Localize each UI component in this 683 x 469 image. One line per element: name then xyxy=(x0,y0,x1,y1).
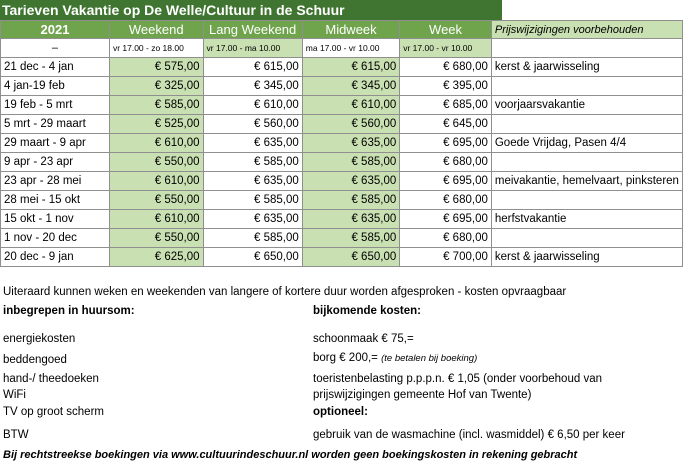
period-cell: 20 dec - 9 jan xyxy=(1,248,110,267)
period-cell: 5 mrt - 29 maart xyxy=(1,115,110,134)
rate-rows xyxy=(1,58,683,267)
table-row xyxy=(1,96,683,115)
time-weekend: vr 17.00 - zo 18.00 xyxy=(109,39,203,58)
included-item: BTW xyxy=(3,429,29,441)
period-cell: 15 okt - 1 nov xyxy=(1,210,110,229)
table-row xyxy=(1,58,683,77)
price-cell: € 560,00 xyxy=(302,115,399,134)
price-cell: € 635,00 xyxy=(203,210,302,229)
price-cell: € 700,00 xyxy=(400,248,492,267)
col-header-lang-weekend: Lang Weekend xyxy=(203,21,302,39)
time-lang-weekend: vr 17.00 - ma 10.00 xyxy=(203,39,302,58)
price-cell: € 680,00 xyxy=(400,229,492,248)
table-row xyxy=(1,191,683,210)
price-cell: € 610,00 xyxy=(109,210,203,229)
note-cell: voorjaarsvakantie xyxy=(491,96,682,115)
included-item: WiFi xyxy=(3,389,26,401)
price-cell: € 635,00 xyxy=(203,172,302,191)
rates-table xyxy=(0,20,683,267)
period-cell: 28 mei - 15 okt xyxy=(1,191,110,210)
price-cell: € 615,00 xyxy=(203,58,302,77)
price-cell: € 625,00 xyxy=(109,248,203,267)
price-cell: € 585,00 xyxy=(203,153,302,172)
time-week: vr 17.00 - vr 10.00 xyxy=(400,39,492,58)
note-cell: herfstvakantie xyxy=(491,210,682,229)
price-cell: € 585,00 xyxy=(302,191,399,210)
price-cell: € 585,00 xyxy=(109,96,203,115)
price-cell: € 615,00 xyxy=(302,58,399,77)
included-item: energiekosten xyxy=(3,333,76,345)
price-cell: € 585,00 xyxy=(302,229,399,248)
period-cell: 9 apr - 23 apr xyxy=(1,153,110,172)
price-cell: € 650,00 xyxy=(203,248,302,267)
note-cell: kerst & jaarwisseling xyxy=(491,248,682,267)
col-header-midweek: Midweek xyxy=(302,21,399,39)
price-cell: € 345,00 xyxy=(302,77,399,96)
price-cell: € 635,00 xyxy=(302,210,399,229)
table-row xyxy=(1,248,683,267)
price-cell: € 610,00 xyxy=(302,96,399,115)
table-row xyxy=(1,115,683,134)
price-cell: € 585,00 xyxy=(302,153,399,172)
price-cell: € 695,00 xyxy=(400,172,492,191)
price-cell: € 650,00 xyxy=(302,248,399,267)
price-cell: € 525,00 xyxy=(109,115,203,134)
time-note xyxy=(491,39,682,58)
cleaning-cost: schoonmaak € 75,= xyxy=(313,333,414,345)
price-cell: € 345,00 xyxy=(203,77,302,96)
note-cell xyxy=(491,191,682,210)
price-cell: € 550,00 xyxy=(109,229,203,248)
period-cell: 1 nov - 20 dec xyxy=(1,229,110,248)
price-cell: € 585,00 xyxy=(203,229,302,248)
price-cell: € 575,00 xyxy=(109,58,203,77)
price-cell: € 645,00 xyxy=(400,115,492,134)
times-row xyxy=(1,39,683,58)
note-cell: meivakantie, hemelvaart, pinksteren xyxy=(491,172,682,191)
note-cell xyxy=(491,115,682,134)
table-row xyxy=(1,77,683,96)
price-cell: € 680,00 xyxy=(400,191,492,210)
time-midweek: ma 17.00 - vr 10.00 xyxy=(302,39,399,58)
included-heading: inbegrepen in huursom: xyxy=(3,305,135,317)
price-cell: € 635,00 xyxy=(203,134,302,153)
table-row xyxy=(1,210,683,229)
year-header: 2021 xyxy=(1,21,110,39)
price-cell: € 585,00 xyxy=(203,191,302,210)
tourist-tax-line-2: prijswijzigingen gemeente Hof van Twente) xyxy=(313,389,532,401)
period-cell: 29 maart - 9 apr xyxy=(1,134,110,153)
deposit-line xyxy=(313,352,477,364)
period-cell: 21 dec - 4 jan xyxy=(1,58,110,77)
table-row xyxy=(1,229,683,248)
note-cell: Goede Vrijdag, Pasen 4/4 xyxy=(491,134,682,153)
notes-header: Prijswijzigingen voorbehouden xyxy=(491,21,682,39)
note-cell xyxy=(491,153,682,172)
times-dash: – xyxy=(1,39,110,58)
price-cell: € 395,00 xyxy=(400,77,492,96)
price-cell: € 685,00 xyxy=(400,96,492,115)
col-header-weekend: Weekend xyxy=(109,21,203,39)
note-cell xyxy=(491,77,682,96)
price-cell: € 680,00 xyxy=(400,58,492,77)
note-cell xyxy=(491,229,682,248)
included-item: beddengoed xyxy=(3,354,67,366)
price-cell: € 550,00 xyxy=(109,153,203,172)
price-cell: € 635,00 xyxy=(302,172,399,191)
price-cell: € 695,00 xyxy=(400,210,492,229)
price-cell: € 325,00 xyxy=(109,77,203,96)
optional-heading: optioneel: xyxy=(313,406,368,418)
table-row xyxy=(1,134,683,153)
extra-costs-heading: bijkomende kosten: xyxy=(313,305,421,317)
price-cell: € 610,00 xyxy=(109,172,203,191)
deposit-note: (te betalen bij boeking) xyxy=(381,353,478,364)
col-header-week: Week xyxy=(400,21,492,39)
price-cell: € 635,00 xyxy=(302,134,399,153)
included-item: hand-/ theedoeken xyxy=(3,373,99,385)
period-cell: 4 jan-19 feb xyxy=(1,77,110,96)
booking-note: Bij rechtstreekse boekingen via www.cultuurindeschuur.nl worden geen boekingskosten in rekening gebracht xyxy=(3,449,578,461)
price-cell: € 550,00 xyxy=(109,191,203,210)
price-cell: € 610,00 xyxy=(109,134,203,153)
duration-remark: Uiteraard kunnen weken en weekenden van langere of kortere duur worden afgesproken - kosten opvraagbaar xyxy=(3,286,567,298)
table-row xyxy=(1,172,683,191)
price-cell: € 610,00 xyxy=(203,96,302,115)
included-item: TV op groot scherm xyxy=(3,406,104,418)
page-title: Tarieven Vakantie op De Welle/Cultuur in de Schuur xyxy=(0,0,502,20)
tourist-tax-line-1: toeristenbelasting p.p.p.n. € 1,05 (onder voorbehoud van xyxy=(313,373,602,385)
period-cell: 19 feb - 5 mrt xyxy=(1,96,110,115)
table-header-row xyxy=(1,21,683,39)
price-cell: € 695,00 xyxy=(400,134,492,153)
washing-cost: gebruik van de wasmachine (incl. wasmiddel) € 6,50 per keer xyxy=(313,429,625,441)
note-cell: kerst & jaarwisseling xyxy=(491,58,682,77)
price-cell: € 680,00 xyxy=(400,153,492,172)
price-cell: € 560,00 xyxy=(203,115,302,134)
table-row xyxy=(1,153,683,172)
period-cell: 23 apr - 28 mei xyxy=(1,172,110,191)
deposit-cost: borg € 200,= xyxy=(313,352,378,364)
